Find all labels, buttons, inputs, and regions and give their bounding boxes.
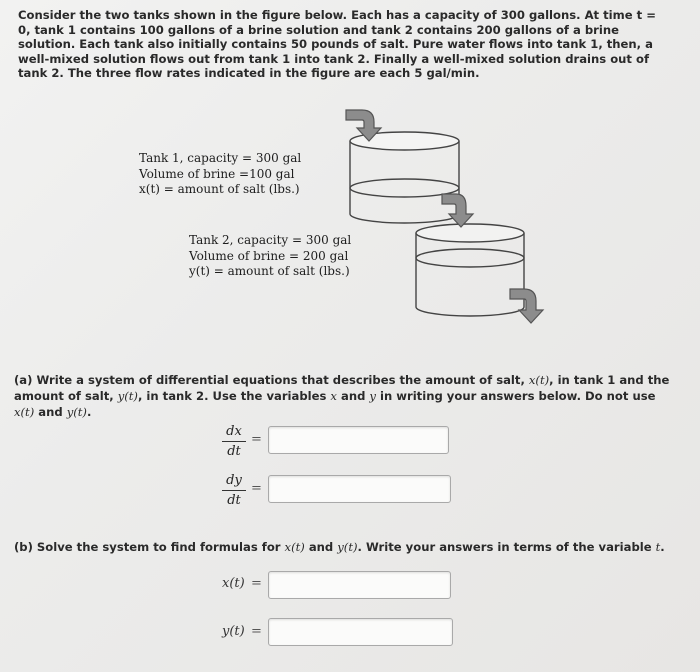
tank-1-info: [139, 151, 301, 198]
equals-sign: =: [251, 432, 262, 447]
x-of-t-label: x(t): [222, 576, 245, 591]
problem-intro: Consider the two tanks shown in the figure below. Each has a capacity of 300 gallons. At time t = 0, tank 1 contains 100 gallons of a brine solution and tank 2 contains 200 gallons of a brine solution. Each tank also initially contains 50 pounds of salt. Pure water flows into tank 1, then, a well-mixed solution flows out from tank 1 into tank 2. Finally a well-mixed solution drains out of tank 2. The three flow rates indicated in the figure are each 5 gal/min.: [18, 8, 656, 81]
dx-dt-fraction: [222, 424, 246, 460]
dy-denominator: dt: [227, 493, 241, 508]
tank-1-shape: [350, 132, 459, 223]
dy-numerator: dy: [226, 473, 242, 488]
tank-2-volume: Volume of brine = 200 gal: [189, 248, 349, 263]
equals-sign: =: [251, 576, 262, 591]
dx-numerator: dx: [226, 424, 242, 439]
dy-dt-answer-input[interactable]: [268, 475, 451, 503]
tank-1-salt: x(t) = amount of salt (lbs.): [139, 182, 300, 196]
dx-dt-answer-input[interactable]: [268, 426, 449, 454]
equals-sign: =: [251, 481, 262, 496]
transfer-arrow-icon: [442, 194, 473, 227]
y-of-t-label: y(t): [222, 624, 245, 639]
tank-2-info: [189, 233, 351, 280]
dx-denominator: dt: [227, 444, 241, 459]
dy-dt-fraction: [222, 473, 246, 509]
part-a-prompt: (a) Write a system of differential equations that describes the amount of salt, x(t), in tank 1 and the amount of salt, y(t), in tank 2. Use the variables x and y in writing your answers below. Do not use x(t) and y(t).: [14, 373, 670, 419]
tank-1-volume: Volume of brine =100 gal: [139, 166, 295, 181]
part-b-prompt: (b) Solve the system to find formulas for x(t) and y(t). Write your answers in terms of the variable t.: [14, 540, 665, 554]
tank-2-salt: y(t) = amount of salt (lbs.): [189, 264, 350, 278]
tank-1-capacity: Tank 1, capacity = 300 gal: [139, 151, 302, 165]
x-of-t-answer-input[interactable]: [268, 571, 451, 599]
tank-2-capacity: Tank 2, capacity = 300 gal: [189, 233, 352, 247]
outflow-arrow-icon: [510, 289, 543, 323]
equals-sign: =: [251, 624, 262, 639]
tank-2-shape: [416, 224, 524, 316]
y-of-t-answer-input[interactable]: [268, 618, 453, 646]
